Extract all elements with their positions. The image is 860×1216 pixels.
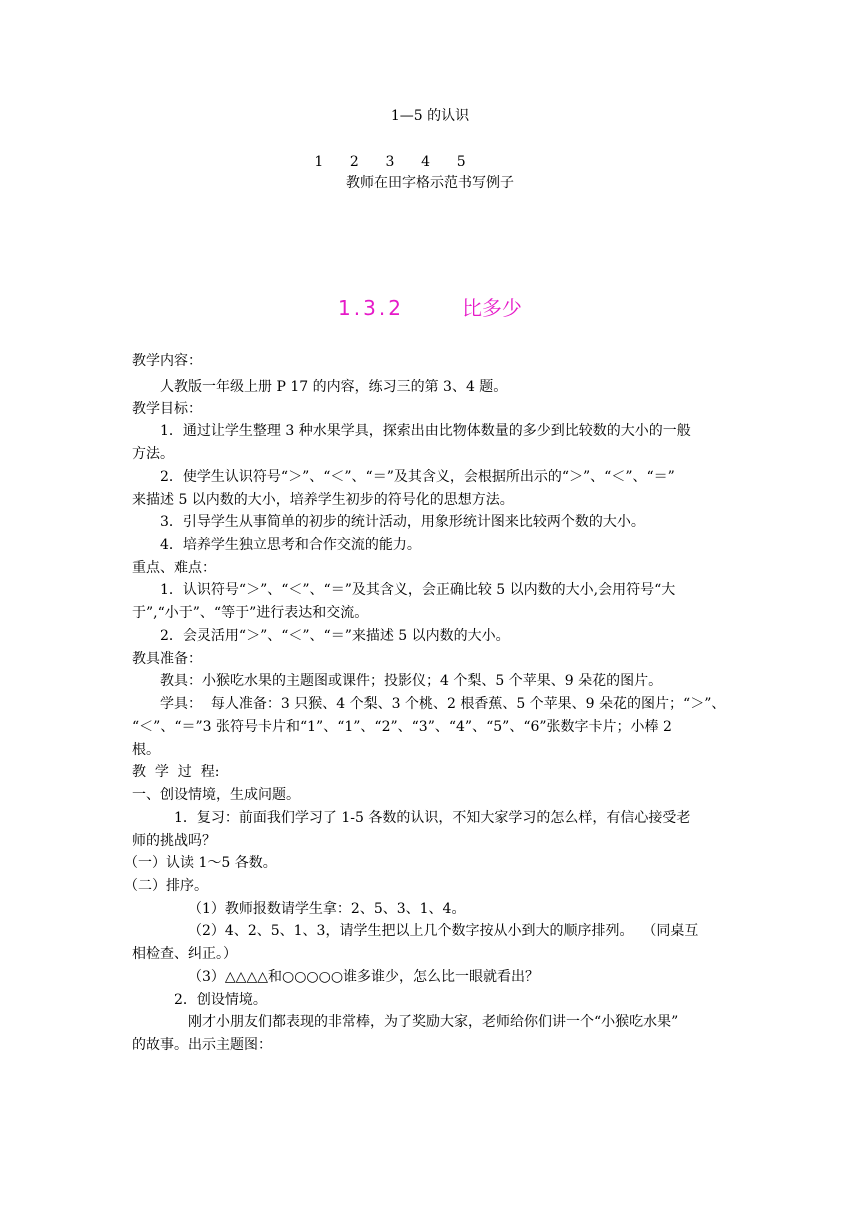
paragraph-line: （1）教师报数请学生拿：2、5、3、1、4。: [188, 901, 466, 917]
paragraph-line: 2．使学生认识符号“＞”、“＜”、“＝”及其含义，会根据所出示的“＞”、“＜”、“＝”: [160, 469, 675, 485]
paragraph-line: 2．会灵活用“＞”、“＜”、“＝”来描述 5 以内数的大小。: [160, 628, 510, 644]
label-process: 教 学 过 程:: [132, 764, 220, 780]
paragraph-line: 人教版一年级上册 P 17 的内容，练习三的第 3、4 题。: [160, 379, 508, 395]
paragraph-line: 教具：小猴吃水果的主题图或课件；投影仪；4 个梨、5 个苹果、9 朵花的图片。: [160, 673, 663, 689]
paragraph-line: 根。: [132, 742, 160, 758]
paragraph-line: 刚才小朋友们都表现的非常棒，为了奖励大家，老师给你们讲一个“小猴吃水果”: [188, 1014, 679, 1030]
paragraph-line: 学具： 每人准备：3 只猴、4 个梨、3 个桃、2 根香蕉、5 个苹果、9 朵花的图片；“＞”、: [160, 696, 726, 712]
paragraph-line: 来描述 5 以内数的大小，培养学生初步的符号化的思想方法。: [132, 492, 514, 508]
paragraph-line: 的故事。出示主题图：: [132, 1037, 272, 1053]
paragraph-line: 师的挑战吗？: [132, 833, 216, 849]
paragraph-line: 相检查、纠正。）: [132, 946, 237, 962]
lesson-title: 1—5 的认识: [390, 108, 470, 124]
paragraph-line: 1．认识符号“＞”、“＜”、“＝”及其含义，会正确比较 5 以内数的大小,会用符号“大: [160, 582, 676, 598]
section-number: 1.3.2: [338, 296, 404, 320]
paragraph-line: 2．创设情境。: [174, 992, 267, 1008]
digit-row: 1 2 3 4 5: [314, 154, 466, 170]
paragraph-line: 1．通过让学生整理 3 种水果学具，探索出由比物体数量的多少到比较数的大小的一般: [160, 423, 691, 439]
label-content: 教学内容：: [132, 353, 202, 369]
label-objectives: 教学目标：: [132, 401, 202, 417]
label-materials: 教具准备：: [132, 651, 202, 667]
paragraph-line: 于”,“小于”、“等于”进行表达和交流。: [132, 605, 369, 621]
paragraph-line: （2）4、2、5、1、3，请学生把以上几个数字按从小到大的顺序排列。 （同桌互: [188, 923, 699, 939]
paragraph-line: “＜”、“＝”3 张符号卡片和“1”、“1”、“2”、“3”、“4”、“5”、“6”张数字卡片；小棒 2: [132, 719, 672, 735]
section-title: 比多少: [461, 296, 522, 320]
paragraph-line: （二）排序。: [124, 878, 208, 894]
paragraph-line: （一）认读 1～5 各数。: [124, 855, 277, 871]
paragraph-line: 3．引导学生从事简单的初步的统计活动，用象形统计图来比较两个数的大小。: [160, 514, 645, 530]
paragraph-line: 1．复习：前面我们学习了 1-5 各数的认识，不知大家学习的怎么样，有信心接受老: [174, 810, 691, 826]
section-step-heading: 一、创设情境，生成问题。: [132, 787, 300, 803]
section-heading: [0, 292, 860, 321]
writing-note: 教师在田字格示范书写例子: [346, 175, 514, 191]
paragraph-line: （3）△△△△和○○○○○谁多谁少，怎么比一眼就看出？: [188, 969, 540, 985]
label-key-points: 重点、难点：: [132, 560, 216, 576]
paragraph-line: 4．培养学生独立思考和合作交流的能力。: [160, 537, 421, 553]
paragraph-line: 方法。: [132, 446, 174, 462]
